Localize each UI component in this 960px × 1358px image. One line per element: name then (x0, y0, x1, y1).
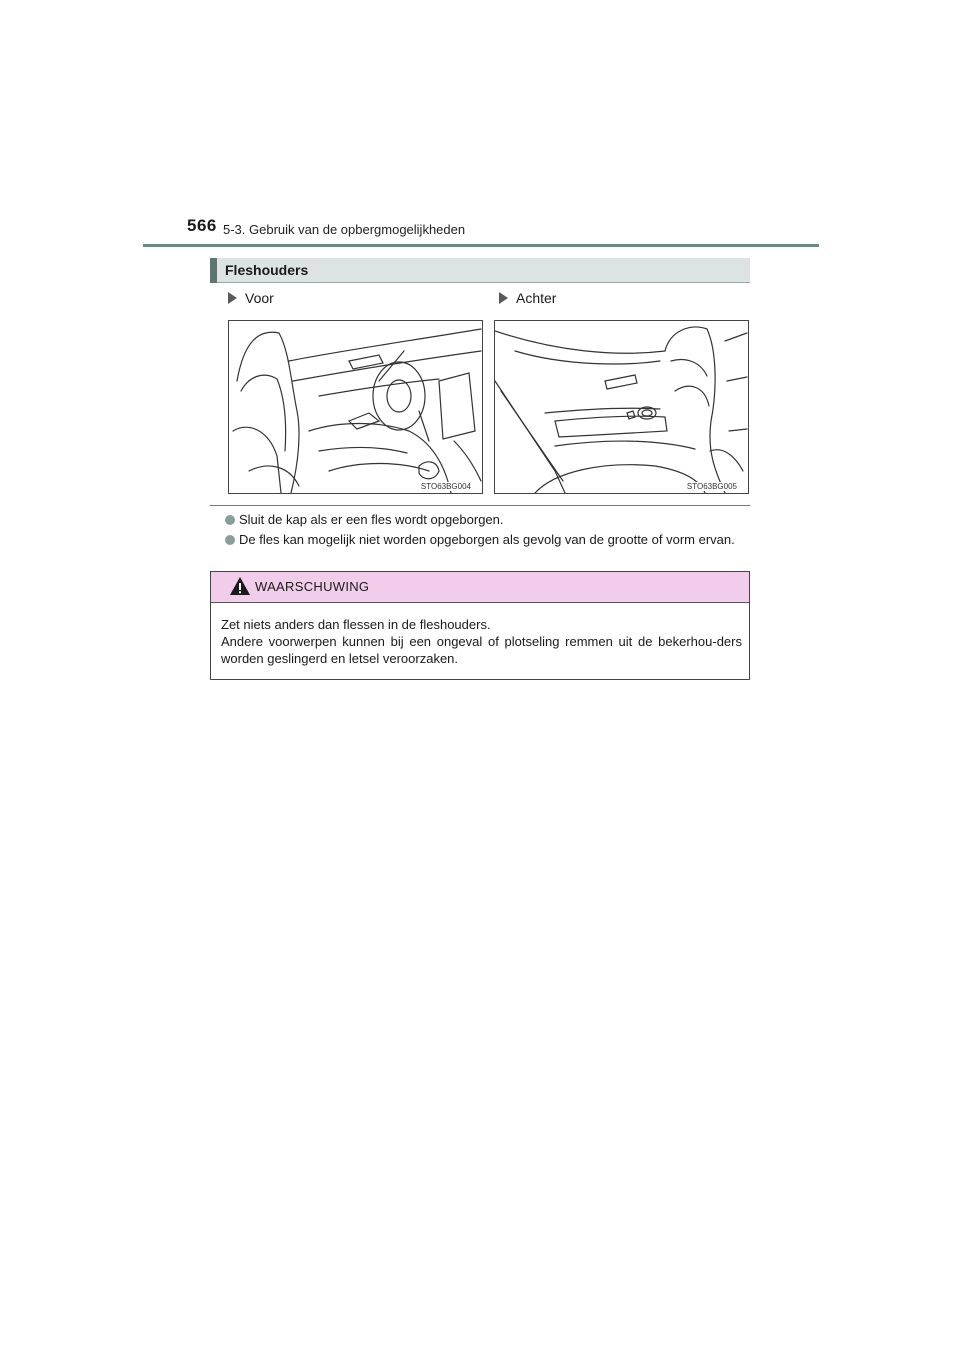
figure-front (228, 320, 483, 494)
bullet-dot-icon (225, 535, 235, 545)
figure-label-rear-text: Achter (516, 290, 557, 306)
warning-triangle-icon (229, 576, 251, 596)
section-title: Fleshouders (225, 262, 309, 278)
figure-code-rear: STO63BG005 (686, 482, 737, 491)
section-tab (210, 258, 217, 283)
front-interior-illustration (229, 321, 482, 493)
note-item (225, 511, 750, 529)
triangle-bullet-icon (228, 292, 237, 304)
warning-header (211, 572, 749, 603)
figure-code-front: STO63BG004 (420, 482, 471, 491)
note-text: Sluit de kap als er een fles wordt opgeborgen. (239, 512, 504, 527)
warning-title: WAARSCHUWING (255, 579, 370, 594)
figure-label-front-text: Voor (245, 290, 274, 306)
rear-interior-illustration (495, 321, 748, 493)
bullet-dot-icon (225, 515, 235, 525)
warning-line: Andere voorwerpen kunnen bij een ongeval of plotseling remmen uit de bekerhou-ders worden geslingerd en letsel veroorzaken. (221, 634, 742, 666)
warning-line: Zet niets anders dan flessen in de fleshouders. (221, 617, 491, 632)
header-rule (143, 244, 819, 247)
triangle-bullet-icon (499, 292, 508, 304)
figure-rear (494, 320, 749, 494)
page-number: 566 (187, 216, 217, 235)
note-item (225, 531, 750, 549)
warning-box (210, 571, 750, 680)
section-heading (210, 258, 750, 283)
figure-label-front (228, 290, 274, 306)
chapter-title: 5-3. Gebruik van de opbergmogelijkheden (223, 222, 466, 237)
divider (210, 505, 750, 506)
note-text: De fles kan mogelijk niet worden opgeborgen als gevolg van de grootte of vorm ervan. (239, 532, 735, 547)
figure-label-rear (499, 290, 556, 306)
warning-body (211, 603, 749, 667)
